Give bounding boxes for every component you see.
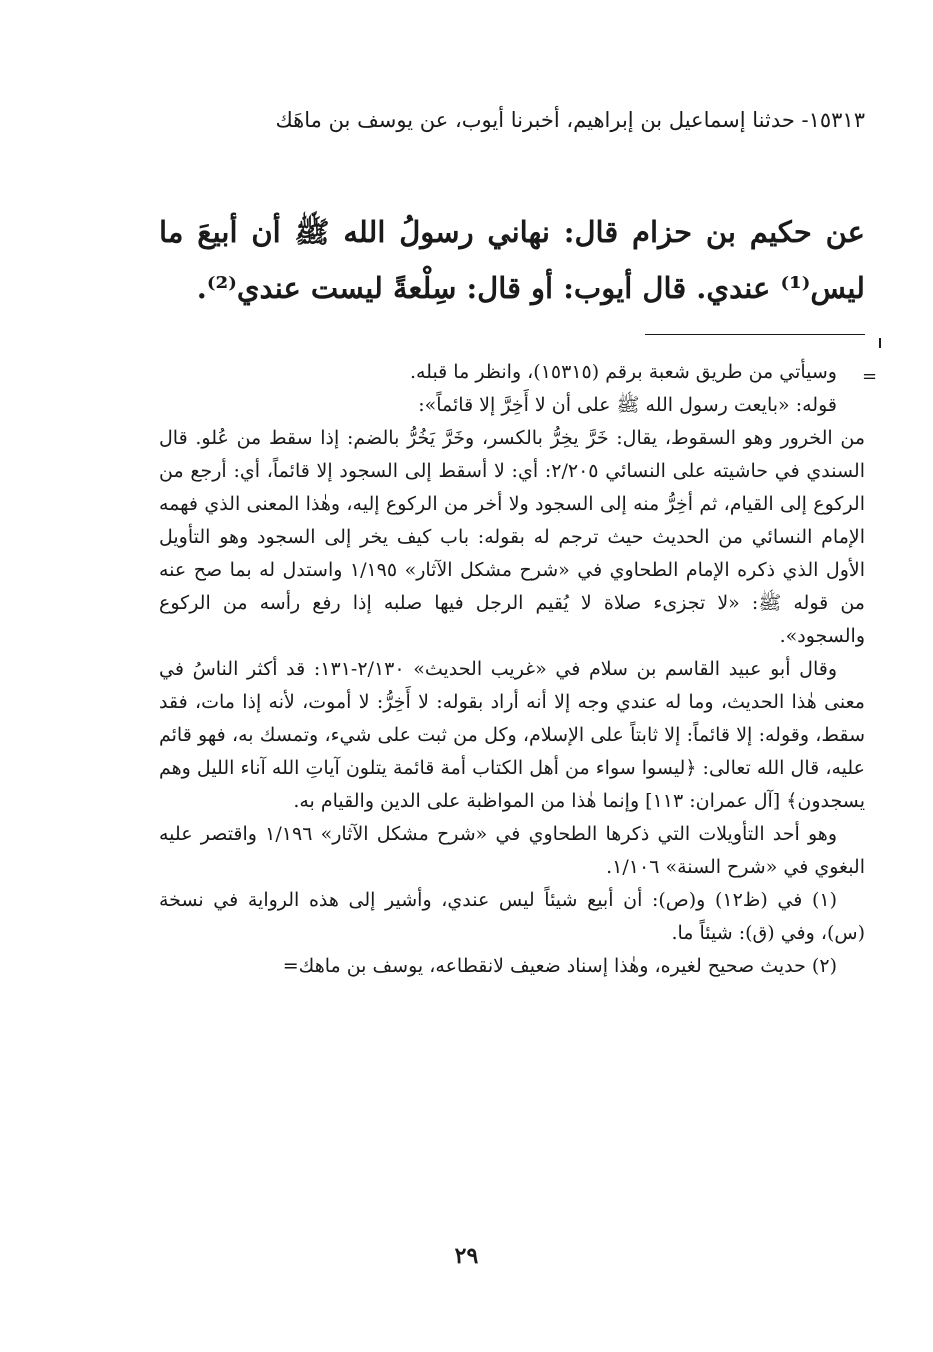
note-paragraph: وهو أحد التأويلات التي ذكرها الطحاوي في «شرح مشكل الآثار» ١/١٩٦ واقتصر عليه البغوي في «شرح السنة» ١/١٠٦. (159, 823, 865, 878)
footnote-2: (٢) حديث صحيح لغيره، وهٰذا إسناد ضعيف لانقطاعه، يوسف بن ماهك= (282, 955, 837, 977)
hadith-isnad: ١٥٣١٣- حدثنا إسماعيل بن إبراهيم، أخبرنا أيوب، عن يوسف بن ماهَك (275, 108, 865, 132)
continuation-mark: = (862, 366, 878, 387)
note-paragraph: قوله: «بايعت رسول الله ﷺ على أن لا أَخِرَّ إلا قائماً»: (418, 394, 837, 416)
page-number: ٢٩ (454, 1243, 479, 1269)
footnote-separator (645, 334, 865, 335)
footnote-1: (١) في (ظ١٢) و(ص): أن أبيع شيئاً ليس عندي، وأشير إلى هذه الرواية في نسخة (س)، وفي (ق): شيئاً ما. (159, 889, 865, 944)
note-paragraph: وقال أبو عبيد القاسم بن سلام في «غريب الحديث» ٢/١٣٠-١٣١: قد أكثر الناسُ في معنى هٰذا الحديث، وما له عندي وجه إلا أنه أراد بقوله: لا أَخِرُّ: لا أموت، لأنه إذا مات، فقد سقط، وقوله: إلا قائماً: إلا ثابتاً على الإسلام، وكل من ثبت على شيء، وتمسك به، فهو قائم عليه، قال الله تعالى: ﴿ليسوا سواء من أهل الكتاب أمة قائمة يتلون آياتِ الله آناء الليل وهم يسجدون﴾ [آل عمران: ١١٣] وإنما هٰذا من المواظبة على الدين والقيام به. (159, 658, 865, 812)
hadith-matn: عن حكيم بن حزام قال: نهاني رسولُ الله ﷺ أن أبيعَ ما ليس⁽¹⁾ عندي. قال أيوب: أو قال: سِلْعةً ليست عندي⁽²⁾. (159, 215, 865, 305)
footnotes (159, 356, 865, 983)
margin-tick (879, 338, 881, 348)
note-paragraph: وسيأتي من طريق شعبة برقم (١٥٣١٥)، وانظر ما قبله. (409, 361, 837, 383)
note-paragraph: من الخرور وهو السقوط، يقال: خَرَّ يخِرُّ بالكسر، وخَرَّ يَخُرُّ بالضم: إذا سقط من عُلو. قال السندي في حاشيته على النسائي ٢/٢٠٥: أي: لا أسقط إلى السجود إلا قائماً، أي: أرجع من الركوع إلى القيام، ثم أخِرُّ منه إلى السجود ولا أخر من الركوع إليه، وهٰذا المعنى الذي فهمه الإمام النسائي من الحديث حيث ترجم له بقوله: باب كيف يخر إلى السجود وهو التأويل الأول الذي ذكره الإمام الطحاوي في «شرح مشكل الآثار» ١/١٩٥ واستدل له بما صح عنه من قوله ﷺ: «لا تجزىء صلاة لا يُقيم الرجل فيها صلبه إذا رفع رأسه من الركوع والسجود». (159, 427, 865, 647)
